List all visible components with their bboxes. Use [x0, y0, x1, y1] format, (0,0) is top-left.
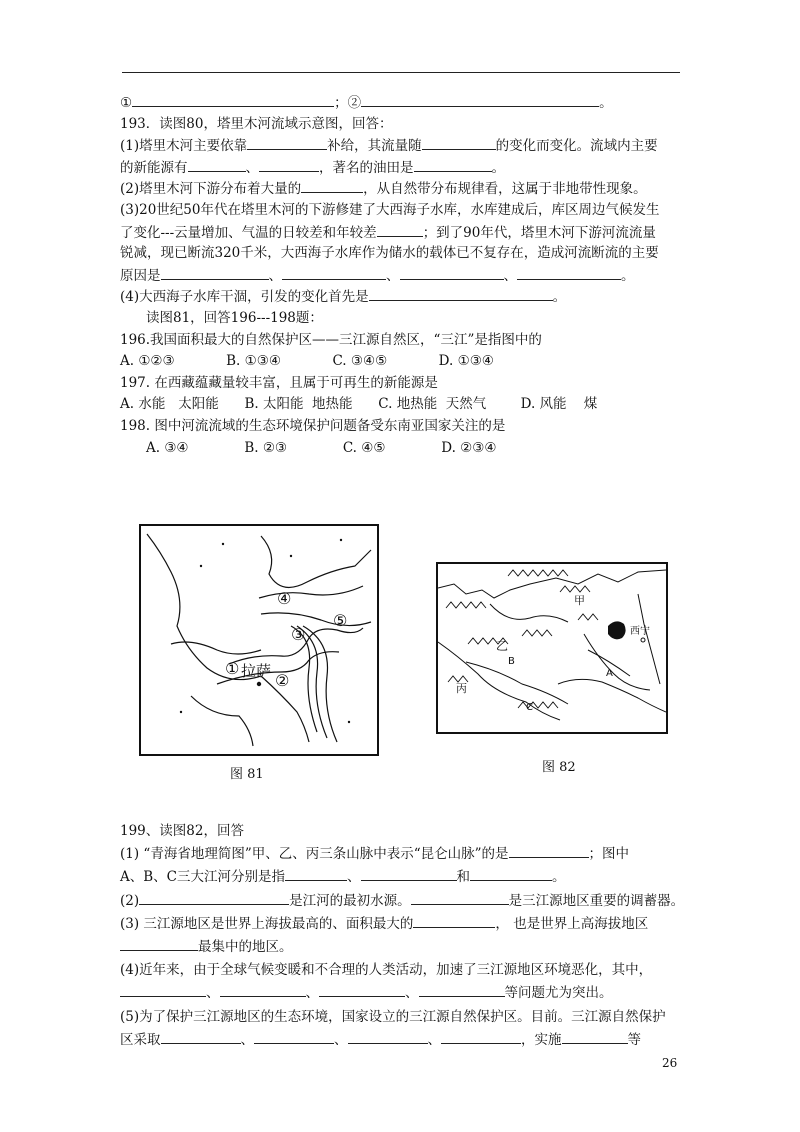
label-3: ③	[291, 625, 306, 644]
period: 。	[599, 95, 613, 111]
q199-part5-cont	[120, 1029, 685, 1052]
q199-part3-cont	[120, 936, 685, 959]
question-199: 199、读图82，回答	[120, 823, 244, 839]
text: 、	[503, 267, 517, 284]
label-bing: 丙	[456, 682, 467, 695]
q193-part4	[120, 286, 685, 308]
answer-blank[interactable]	[282, 265, 386, 280]
read-fig81-instruction: 读图81，回答196---198题：	[146, 309, 323, 326]
options-198: A. ③④ B. ②③ C. ④⑤ D. ②③④	[146, 439, 497, 456]
answer-blank[interactable]	[369, 286, 553, 301]
text: 、	[386, 267, 400, 284]
text: 、	[405, 985, 419, 1002]
answer-line-prev	[120, 92, 685, 114]
answer-blank[interactable]	[247, 135, 327, 150]
text: 。	[552, 289, 567, 306]
text: ；到了90年代，塔里木河下游河流流量	[422, 224, 656, 241]
text: 、	[206, 985, 220, 1002]
header-rule	[122, 72, 680, 73]
qinghai-map	[438, 564, 666, 732]
text: A、B、C三大江河分别是指	[120, 869, 285, 886]
q193-part1	[120, 135, 685, 157]
label-4: ④	[277, 589, 292, 608]
answer-blank[interactable]	[470, 866, 552, 881]
answer-blank[interactable]	[361, 92, 599, 107]
q199-part4: (4)近年来，由于全球气候变暖和不合理的人类活动，加速了三江源地区环境恶化，其中，	[120, 962, 653, 979]
upper-questions	[120, 92, 685, 459]
question-197: 197. 在西藏蕴藏量较丰富，且属于可再生的新能源是	[120, 374, 438, 391]
text: 了变化---云量增加、气温的日较差和年较差	[120, 224, 377, 241]
q193-part3: (3)20世纪50年代在塔里木河的下游修建了大西海子水库，水库建成后，库区周边气候发生	[120, 201, 660, 218]
answer-blank[interactable]	[419, 982, 505, 997]
q193-part2	[120, 178, 685, 200]
text: 区采取	[120, 1031, 161, 1048]
text: 、	[240, 1031, 254, 1048]
text: 和	[456, 869, 470, 886]
answer-blank[interactable]	[411, 890, 509, 905]
text: 补给，其流量随	[327, 138, 422, 155]
label-b: B	[508, 656, 515, 667]
text: ，从自然带分布规律看，这属于非地带性现象。	[363, 181, 647, 198]
text: (1) “青海省地理简图”甲、乙、丙三条山脉中表示“昆仑山脉”的是	[120, 846, 509, 863]
text: (3) 三江源地区是世界上海拔最高的、面积最大的	[120, 915, 414, 932]
answer-blank[interactable]	[139, 890, 289, 905]
text: 是三江源地区重要的调蓄器。	[508, 892, 685, 909]
text: 、	[427, 1031, 441, 1048]
label-xining: 西宁	[630, 626, 650, 637]
figure-81-caption: 图 81	[230, 767, 264, 782]
text: 、	[268, 267, 282, 284]
label-lhasa: 拉萨	[241, 662, 272, 680]
label-2: ②	[275, 671, 290, 690]
q193-part3-cont2: 锐减，现已断流320千米，大西海子水库作为储水的载体已不复存在，造成河流断流的主要	[120, 245, 659, 262]
text: ，著名的油田是	[319, 159, 414, 176]
figure-81-map	[139, 524, 379, 756]
answer-blank[interactable]	[377, 222, 423, 237]
text: (1)塔里木河主要依靠	[120, 138, 248, 155]
text: 等问题尤为突出。	[504, 985, 613, 1002]
qinghai-lake	[608, 621, 626, 639]
text: ；图中	[588, 846, 630, 863]
text: 的变化而变化。流域内主要	[495, 138, 658, 155]
answer-blank[interactable]	[361, 866, 457, 881]
circled-2: ；②	[334, 95, 362, 111]
q199-part5: (5)为了保护三江源地区的生态环境，国家设立的三江源自然保护区。目前。三江源自然保护	[120, 1008, 666, 1025]
q199-part1	[120, 843, 685, 866]
q199-part2	[120, 890, 685, 913]
answer-blank[interactable]	[259, 157, 319, 172]
answer-blank[interactable]	[562, 1029, 628, 1044]
answer-blank[interactable]	[161, 1029, 241, 1044]
answer-blank[interactable]	[348, 1029, 428, 1044]
label-1: ①	[225, 659, 240, 678]
q199-part4-cont	[120, 982, 685, 1005]
text: 等	[627, 1031, 641, 1048]
answer-blank[interactable]	[319, 982, 405, 997]
answer-blank[interactable]	[132, 92, 334, 107]
answer-blank[interactable]	[161, 265, 269, 280]
label-5: ⑤	[333, 611, 348, 630]
answer-blank[interactable]	[120, 936, 198, 951]
answer-blank[interactable]	[220, 982, 306, 997]
answer-blank[interactable]	[285, 866, 347, 881]
text: 是江河的最初水源。	[289, 892, 411, 909]
q193-part1-cont	[120, 157, 685, 179]
figure-82-map	[436, 562, 668, 734]
question-199-block	[120, 820, 685, 1052]
question-196: 196.我国面积最大的自然保护区——三江源自然区，“三江”是指图中的	[120, 331, 542, 348]
figure-82-caption: 图 82	[542, 760, 576, 775]
text: 。	[491, 159, 505, 176]
text: (4)大西海子水库干涸，引发的变化首先是	[120, 289, 369, 306]
answer-blank[interactable]	[413, 913, 495, 928]
text: 、	[347, 869, 361, 886]
text: ， 也是世界上高海拔地区	[495, 915, 649, 932]
label-a: A	[606, 668, 613, 679]
q193-part3-cont	[120, 222, 685, 244]
question-193: 193．读图80，塔里木河流域示意图，回答：	[120, 115, 393, 132]
label-c: C	[526, 702, 533, 713]
answer-blank[interactable]	[188, 157, 246, 172]
q199-part3	[120, 913, 685, 936]
xining-marker	[641, 638, 645, 642]
text: 最集中的地区。	[198, 938, 293, 955]
answer-blank[interactable]	[400, 265, 504, 280]
text: 的新能源有	[120, 159, 188, 176]
answer-blank[interactable]	[120, 982, 206, 997]
text: (2)塔里木河下游分布着大量的	[120, 181, 302, 198]
text: ，实施	[521, 1031, 562, 1048]
options-196: A. ①②③ B. ①③④ C. ③④⑤ D. ①③④	[120, 353, 494, 370]
circled-1: ①	[120, 95, 133, 111]
answer-blank[interactable]	[422, 135, 496, 150]
options-197: A. 水能 太阳能 B. 太阳能 地热能 C. 地热能 天然气 D. 风能 煤	[120, 396, 598, 413]
question-198: 198. 图中河流流域的生态环境保护问题备受东南亚国家关注的是	[120, 417, 506, 434]
text: (2)	[120, 892, 140, 909]
tibet-river-map	[141, 526, 377, 754]
text: 、	[334, 1031, 348, 1048]
answer-blank[interactable]	[254, 1029, 334, 1044]
answer-blank[interactable]	[517, 265, 621, 280]
answer-blank[interactable]	[441, 1029, 521, 1044]
answer-blank[interactable]	[509, 843, 589, 858]
page-number: 26	[662, 1056, 678, 1070]
text: 、	[305, 985, 319, 1002]
text: 、	[245, 159, 259, 176]
text: 。	[621, 267, 635, 284]
label-yi: 乙	[496, 639, 509, 653]
label-jia: 甲	[574, 594, 585, 607]
q193-part3-cont3	[120, 265, 685, 287]
answer-blank[interactable]	[301, 178, 363, 193]
answer-blank[interactable]	[414, 157, 492, 172]
q199-part1-cont	[120, 866, 685, 889]
text: 原因是	[120, 267, 161, 284]
text: 。	[552, 869, 566, 886]
